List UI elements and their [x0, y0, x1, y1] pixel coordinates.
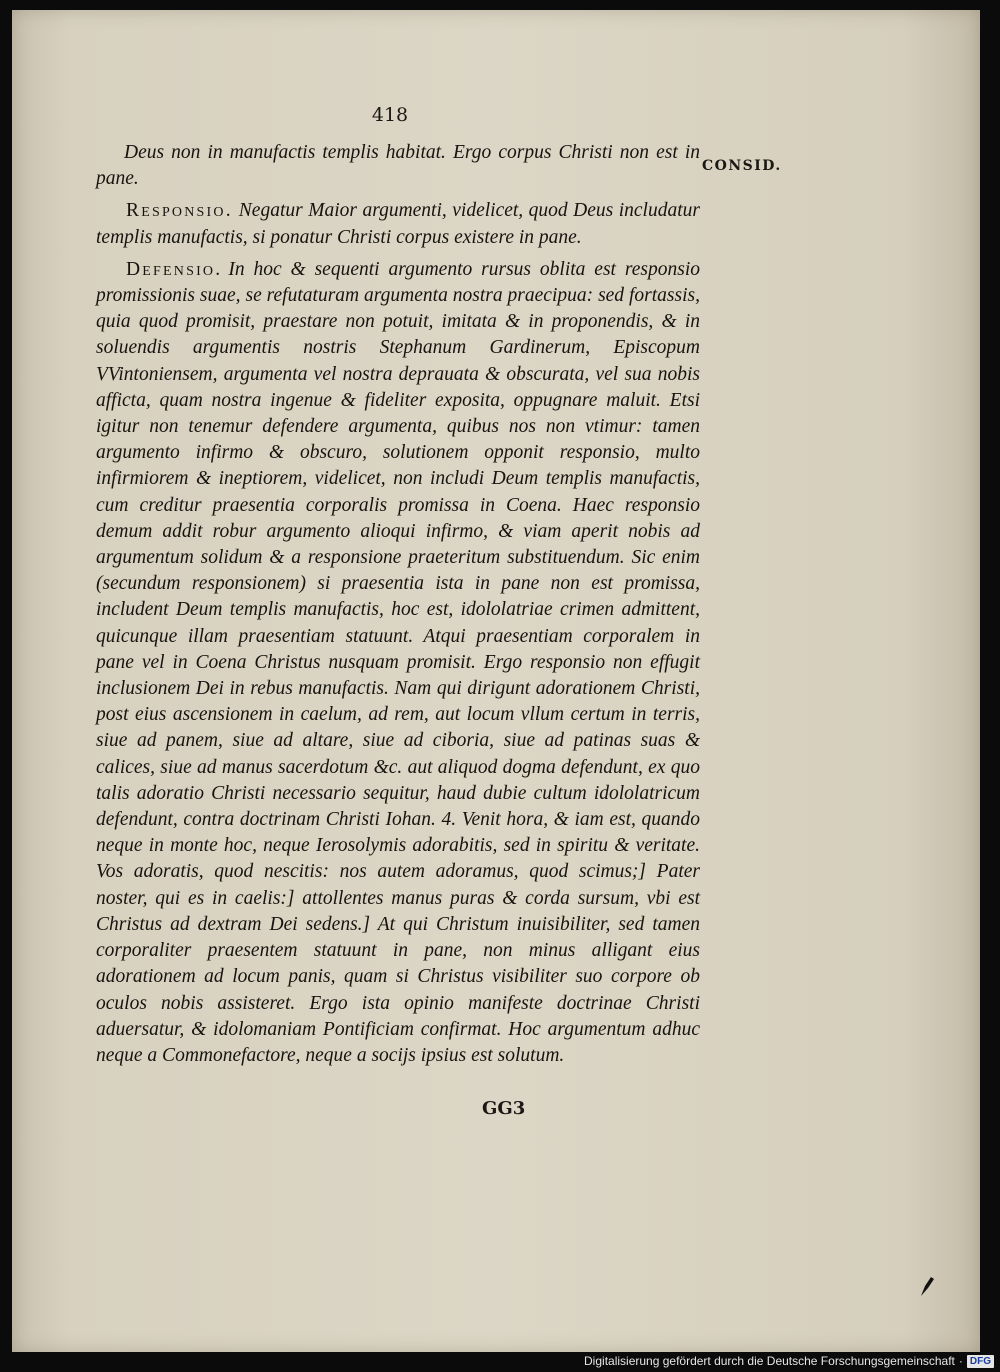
- book-page: [12, 10, 980, 1352]
- pen-mark-icon: [917, 1274, 939, 1298]
- defensio-heading: Defensio.: [126, 258, 223, 280]
- responsio-heading: Responsio.: [126, 200, 233, 222]
- responsio-text: Negatur Maior argumenti, videlicet, quod Deus includatur templis manufactis, si ponatur Christi corpus existere in pane.: [96, 200, 700, 248]
- footer-separator: ·: [958, 1354, 963, 1368]
- responsio-paragraph: [96, 198, 700, 250]
- page-number: 418: [371, 104, 409, 126]
- dfg-logo: DFG: [967, 1355, 994, 1368]
- defensio-paragraph: [96, 257, 700, 1069]
- margin-note: CONSID.: [702, 158, 782, 174]
- argument-paragraph: [96, 140, 700, 192]
- footer-credit: [584, 1352, 994, 1370]
- signature-mark: GG3: [482, 1098, 526, 1119]
- main-text: [96, 140, 700, 1069]
- footer-credit-text: Digitalisierung gefördert durch die Deutsche Forschungsgemeinschaft: [584, 1354, 955, 1368]
- argument-text: Deus non in manufactis templis habitat. Ergo corpus Christi non est in pane.: [96, 142, 700, 190]
- defensio-text: In hoc & sequenti argumento rursus oblita est responsio promissionis suae, se refutaturam argumenta nostra praecipua: sed fortassis, quia quod promisit, praestare non potuit, imitata & in proponendis, & in soluendis argumentis nostris Stephanum Gardinerum, Episcopum VVintoniensem, argumenta vel nostra deprauata & obscurata, vel sua nobis afficta, quam nostra ingenue & fideliter exposita, oppugnare maluit. Etsi igitur non tenemur defendere argumenta, quibus nos non vtimur: tamen argumento infirmo & obscuro, solutionem opponit responsio, multo infirmiorem & ineptiorem, videlicet, non includi Deum templis manufactis, cum creditur praesentia corporalis promissa in Coena. Haec responsio demum addit robur argumento alioqui infirmo, & viam aperit nobis ad argumentum solidum & a responsione praeteritum substituendum. Sic enim (secundum responsionem) si praesentia ista in pane non est promissa, includent Deum templis manufactis, hoc est, idololatriae crimen admittent, quicunque illam praesentiam statuunt. Atqui praesentiam corporalem in pane vel in Coena Christus nusquam promisit. Ergo responsio non effugit inclusionem Dei in rebus manufactis. Nam qui dirigunt adorationem Christi, post eius ascensionem in caelum, ad rem, aut locum vllum certum in terris, siue ad panem, siue ad altare, siue ad ciboria, siue ad patinas suas & calices, siue ad manus sacerdotum &c. aut aliquod dogma defendunt, ex quo talis adoratio Christi necessario sequitur, haud dubie cultum idololatricum defendunt, contra doctrinam Christi Iohan. 4. Venit hora, & iam est, quando neque in monte hoc, neque Ierosolymis adorabitis, sed in spiritu & veritate. Vos adoratis, quod nescitis: nos autem adoramus, quod scimus;] Pater noster, qui es in caelis:] attollentes manus puras & corda sursum, vbi est Christus ad dextram Dei sedens.] At qui Christum inuisibiliter, sed tamen corporaliter praesentem statuunt in pane, non minus alligant eius adorationem ad locum panis, quam si Christus visibiliter suo corpore ob oculos nobis assisteret. Ergo ista opinio manifeste doctrinae Christi aduersatur, & idolomaniam Pontificiam confirmat. Hoc argumentum adhuc neque a Commonefactore, neque a socijs ipsius est solutum.: [96, 258, 700, 1066]
